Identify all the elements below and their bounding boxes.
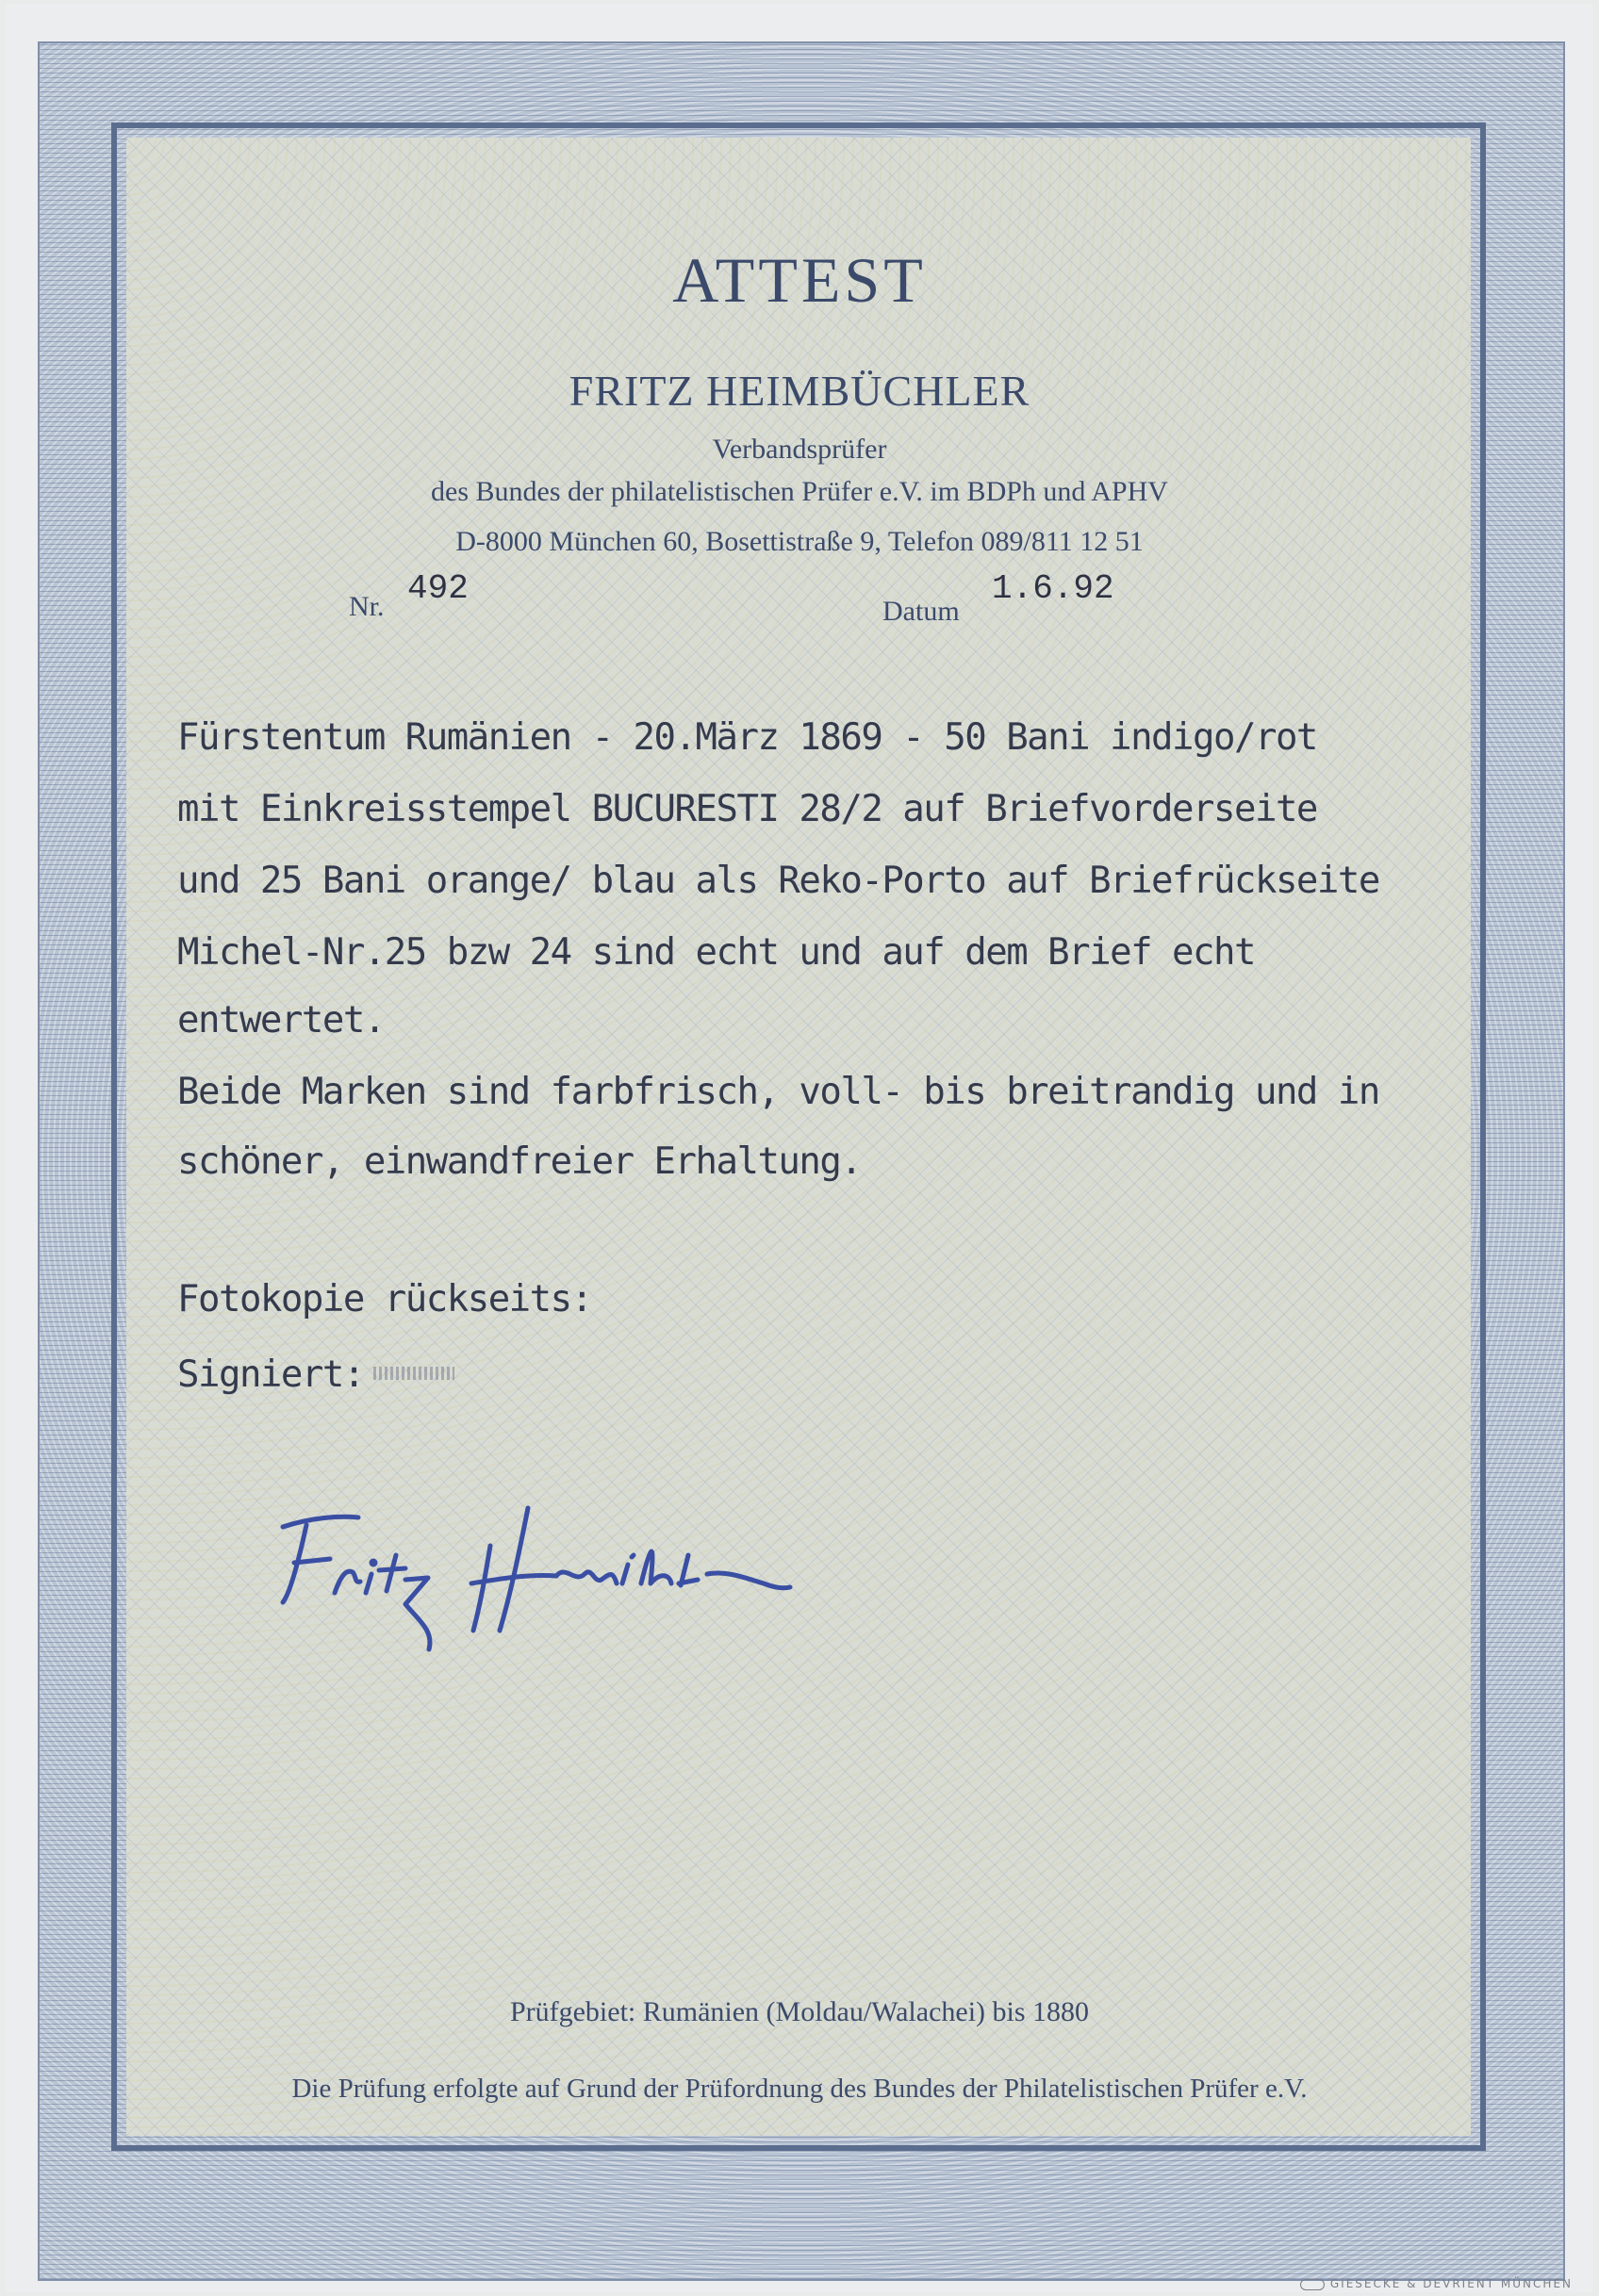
body-line: entwertet. [177, 999, 385, 1041]
examiner-address: D-8000 München 60, Bosettistraße 9, Telefon 089/811 12 51 [455, 526, 1144, 557]
date-value: 1.6.92 [992, 569, 1114, 608]
photocopy-note: Fotokopie rückseits: [177, 1278, 592, 1320]
number-value: 492 [407, 569, 469, 608]
handwritten-signature [255, 1489, 820, 1678]
body-line: Fürstentum Rumänien - 20.März 1869 - 50 Bani indigo/rot [177, 716, 1317, 759]
examiner-association: des Bundes der philatelistischen Prüfer e.V. im BDPh und APHV [431, 476, 1168, 507]
signed-mark-stamp [373, 1367, 454, 1380]
printer-imprint [1300, 2277, 1573, 2290]
date-label: Datum [882, 596, 960, 627]
number-label: Nr. [349, 591, 385, 622]
body-line: mit Einkreisstempel BUCURESTI 28/2 auf Briefvorderseite [177, 788, 1317, 830]
body-line: schöner, einwandfreier Erhaltung. [177, 1140, 862, 1183]
examiner-role: Verbandsprüfer [712, 434, 887, 465]
examination-basis: Die Prüfung erfolgte auf Grund der Prüfordnung des Bundes der Philatelistischen Prüfer e.V. [291, 2074, 1308, 2104]
printer-logo-icon [1300, 2279, 1325, 2290]
printer-name: GIESECKE & DEVRIENT MÜNCHEN [1329, 2277, 1573, 2290]
signed-label: Signiert: [177, 1353, 364, 1396]
certificate-title: ATTEST [672, 244, 927, 316]
body-line: und 25 Bani orange/ blau als Reko-Porto auf Briefrückseite [177, 860, 1379, 902]
examination-scope: Prüfgebiet: Rumänien (Moldau/Walachei) bis 1880 [509, 1996, 1090, 2027]
body-line: Beide Marken sind farbfrisch, voll- bis breitrandig und in [177, 1071, 1379, 1113]
examiner-name: FRITZ HEIMBÜCHLER [569, 367, 1030, 415]
body-line: Michel-Nr.25 bzw 24 sind echt und auf dem Brief echt [177, 931, 1255, 974]
